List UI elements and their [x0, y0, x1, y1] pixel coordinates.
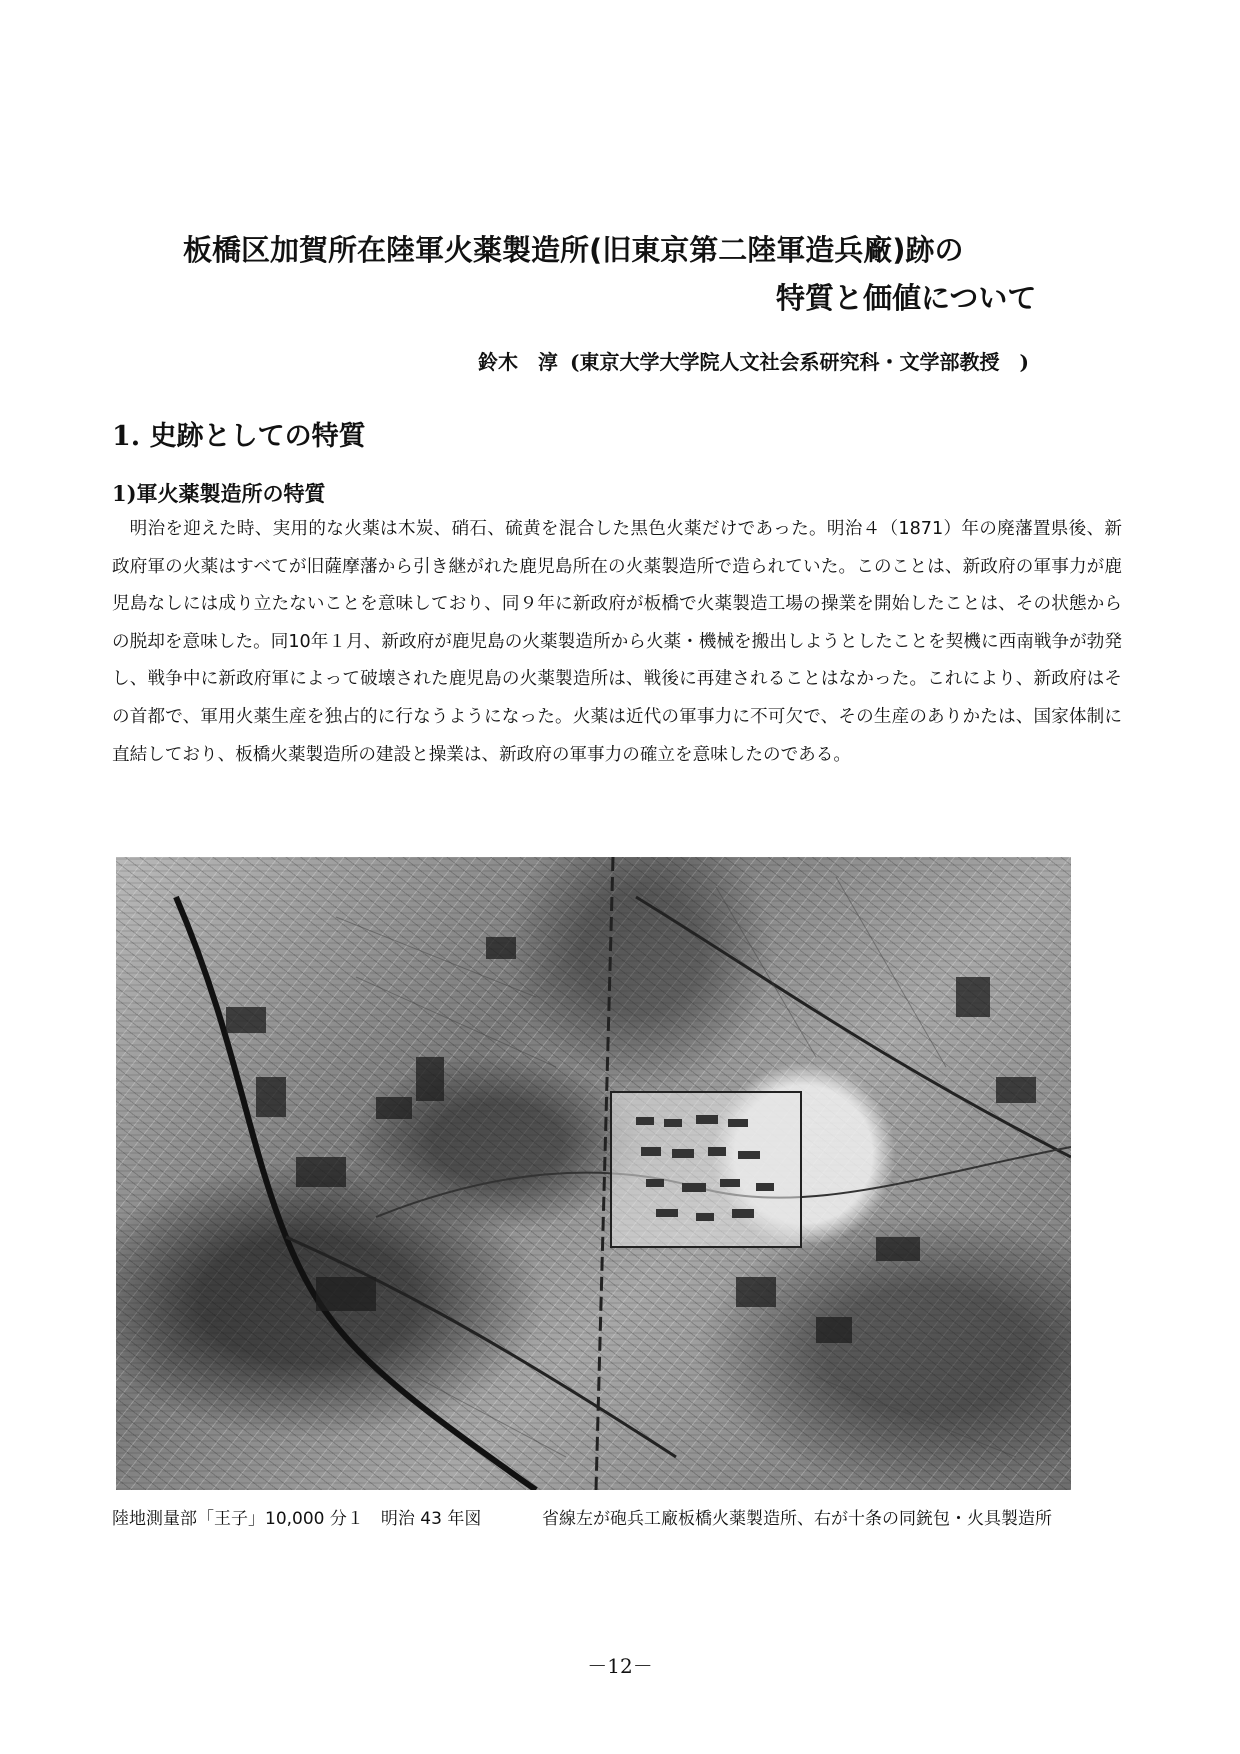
- author-affiliation: (東京大学大学院人文社会系研究科・文学部教授 ): [570, 350, 1029, 374]
- map-linework: [116, 857, 1071, 1490]
- author-line: [478, 346, 1029, 375]
- map-road-2: [286, 1237, 676, 1457]
- section-heading: 1. 史跡としての特質: [112, 421, 366, 452]
- body-paragraph: 明治を迎えた時、実用的な火薬は木炭、硝石、硫黄を混合した黒色火薬だけであった。明治４（1871）年の廃藩置県後、新政府軍の火薬はすべてが旧薩摩藩から引き継がれた鹿児島所在の火薬製造所で造られていた。このことは、新政府の軍事力が鹿児島なしには成り立たないことを意味しており、同９年に新政府が板橋で火薬製造工場の操業を開始したことは、その状態からの脱却を意味した。同10年１月、新政府が鹿児島の火薬製造所から火薬・機械を搬出しようとしたことを契機に西南戦争が勃発し、戦争中に新政府軍によって破壊された鹿児島の火薬製造所は、戦後に再建されることはなかった。これにより、新政府はその首都で、軍用火薬生産を独占的に行なうようになった。火薬は近代の軍事力に不可欠で、その生産のありかたは、国家体制に直結しており、板橋火薬製造所の建設と操業は、新政府の軍事力の確立を意味したのである。: [112, 519, 1122, 765]
- figure-caption-source: 陸地測量部「王子」10,000 分１ 明治 43 年図: [112, 1509, 482, 1529]
- subsection-heading: 1)軍火薬製造所の特質: [112, 481, 326, 506]
- figure-caption-description: 省線左が砲兵工廠板橋火薬製造所、右が十条の同銃包・火具製造所: [542, 1509, 1052, 1529]
- map-main-road: [176, 897, 536, 1490]
- historical-map-image: [116, 857, 1071, 1490]
- title-line-2: 特質と価値について: [776, 281, 1037, 315]
- page-number: －12－: [587, 1654, 653, 1678]
- title-line-1: 板橋区加賀所在陸軍火薬製造所(旧東京第二陸軍造兵廠)跡の: [183, 233, 964, 267]
- author-name: 鈴木 淳: [478, 350, 558, 374]
